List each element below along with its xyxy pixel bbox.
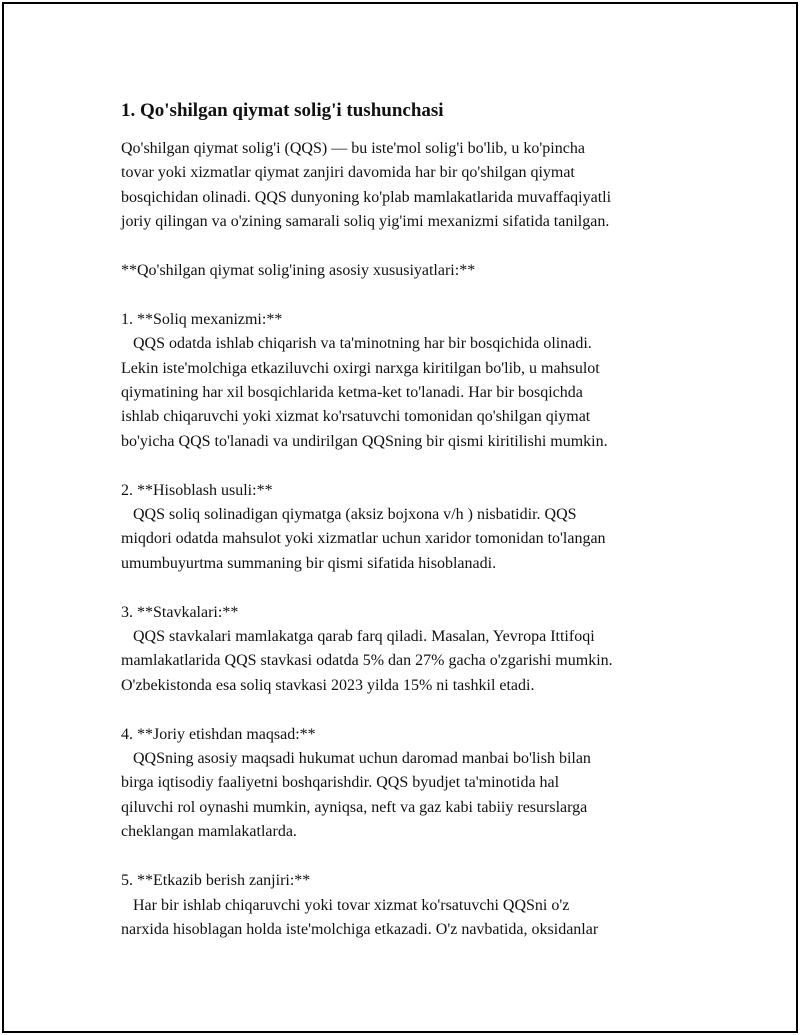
text-line: Har bir ishlab chiqaruvchi yoki tovar xizmat ko'rsatuvchi QQSni o'z bbox=[121, 896, 570, 914]
text-line: QQS odatda ishlab chiqarish va ta'minotning har bir bosqichida olinadi. bbox=[121, 335, 592, 353]
intro-paragraph bbox=[121, 137, 701, 235]
features-heading bbox=[121, 259, 701, 283]
text-line: Qo'shilgan qiymat solig'i (QQS) — bu iste'mol solig'i bo'lib, u ko'pincha bbox=[121, 140, 585, 157]
section-purpose bbox=[121, 723, 701, 845]
section-heading: 1. **Soliq mexanizmi:** bbox=[121, 310, 283, 328]
section-heading: 4. **Joriy etishdan maqsad:** bbox=[121, 725, 316, 743]
document-body bbox=[121, 99, 701, 967]
text-line: ishlab chiqaruvchi yoki xizmat ko'rsatuvchi tomonidan qo'shilgan qiymat bbox=[121, 408, 591, 426]
text-line: **Qo'shilgan qiymat solig'ining asosiy xususiyatlari:** bbox=[121, 262, 476, 280]
section-rates bbox=[121, 601, 701, 699]
page bbox=[2, 2, 798, 1033]
text-line: bo'yicha QQS to'lanadi va undirilgan QQSning bir qismi kiritilishi mumkin. bbox=[121, 432, 608, 450]
text-line: narxida hisoblagan holda iste'molchiga etkazadi. O'z navbatida, oksidanlar bbox=[121, 920, 599, 938]
text-line: joriy qilingan va o'zining samarali soliq yig'imi mexanizmi sifatida tanilgan. bbox=[121, 213, 610, 231]
text-line: QQS stavkalari mamlakatga qarab farq qiladi. Masalan, Yevropa Ittifoqi bbox=[121, 628, 595, 646]
text-line: Lekin iste'molchiga etkaziluvchi oxirgi narxga kiritilgan bo'lib, u mahsulot bbox=[121, 359, 600, 377]
text-line: QQS soliq solinadigan qiymatga (aksiz bojxona v/h ) nisbatidir. QQS bbox=[121, 506, 577, 524]
section-heading: 2. **Hisoblash usuli:** bbox=[121, 481, 273, 499]
text-line: bosqichidan olinadi. QQS dunyoning ko'plab mamlakatlarida muvaffaqiyatli bbox=[121, 188, 612, 206]
text-line: tovar yoki xizmatlar qiymat zanjiri davomida har bir qo'shilgan qiymat bbox=[121, 164, 575, 182]
text-line: qiymatining har xil bosqichlarida ketma-ket to'lanadi. Har bir bosqichda bbox=[121, 384, 583, 402]
text-line: birga iqtisodiy faaliyetni boshqarishdir. QQS byudjet ta'minotida hal bbox=[121, 774, 560, 792]
section-supply-chain bbox=[121, 869, 701, 942]
text-line: miqdori odatda mahsulot yoki xizmatlar uchun xaridor tomonidan to'langan bbox=[121, 530, 606, 548]
section-heading: 3. **Stavkalari:** bbox=[121, 603, 239, 621]
text-line: cheklangan mamlakatlarda. bbox=[121, 823, 297, 841]
document-title: 1. Qo'shilgan qiymat solig'i tushunchasi bbox=[121, 100, 444, 121]
text-line: O'zbekistonda esa soliq stavkasi 2023 yilda 15% ni tashkil etadi. bbox=[121, 676, 535, 694]
text-line: mamlakatlarida QQS stavkasi odatda 5% dan 27% gacha o'zgarishi mumkin. bbox=[121, 652, 613, 670]
text-line: umumbuyurtma summaning bir qismi sifatida hisoblanadi. bbox=[121, 554, 497, 572]
section-heading: 5. **Etkazib berish zanjiri:** bbox=[121, 872, 311, 890]
section-calculation-method bbox=[121, 479, 701, 577]
section-tax-mechanism bbox=[121, 308, 701, 454]
text-line: QQSning asosiy maqsadi hukumat uchun daromad manbai bo'lish bilan bbox=[121, 750, 591, 768]
text-line: qiluvchi rol oynashi mumkin, ayniqsa, neft va gaz kabi tabiiy resurslarga bbox=[121, 798, 588, 816]
